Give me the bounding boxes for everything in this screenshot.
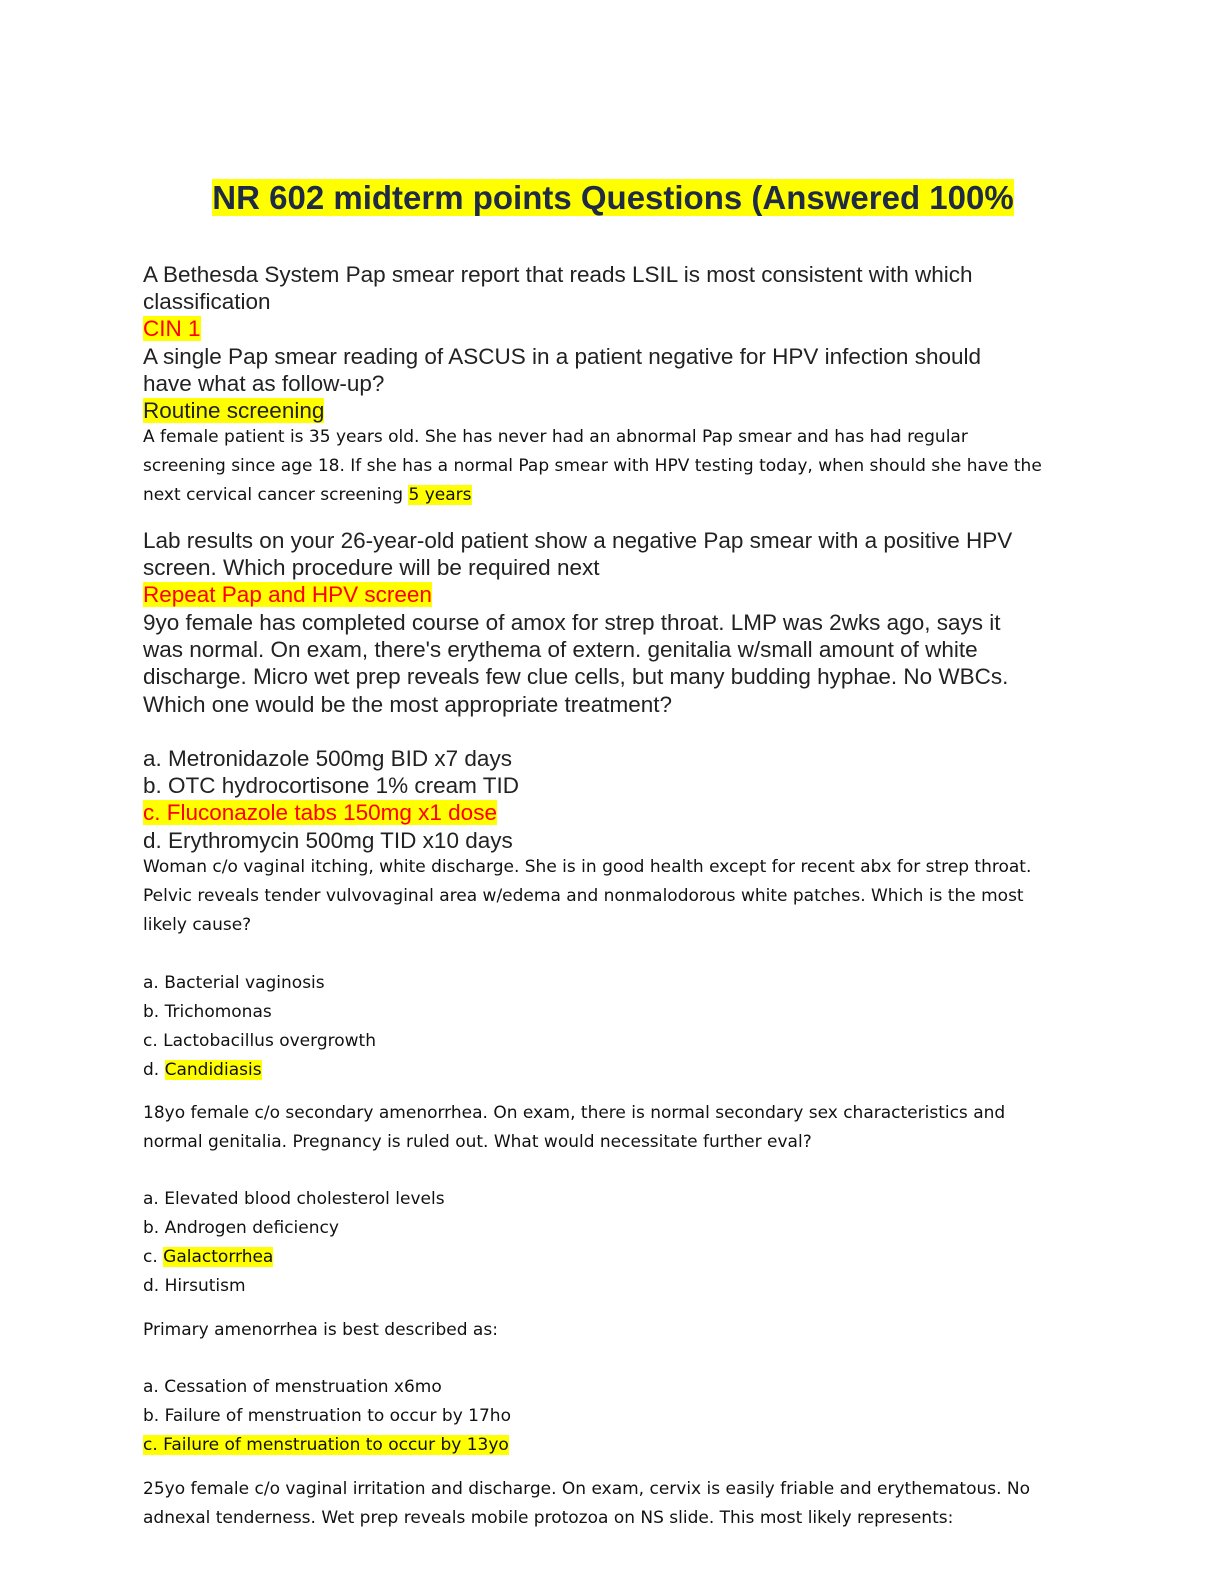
question-7-options bbox=[143, 1185, 1083, 1301]
question-3 bbox=[143, 423, 1083, 510]
answer-highlight: Routine screening bbox=[143, 398, 325, 424]
question-text-line: next cervical cancer screening bbox=[143, 485, 404, 505]
question-1 bbox=[143, 261, 1083, 343]
question-text-line: A female patient is 35 years old. She has never had an abnormal Pap smear and has had regular bbox=[143, 427, 968, 447]
question-text-line: likely cause? bbox=[143, 915, 252, 935]
question-text-line: discharge. Micro wet prep reveals few clue cells, but many budding hyphae. No WBCs. bbox=[143, 664, 1009, 690]
option-a: a. Metronidazole 500mg BID x7 days bbox=[143, 746, 512, 771]
answer-highlight: Galactorrhea bbox=[163, 1247, 274, 1267]
question-text-line: 9yo female has completed course of amox for strep throat. LMP was 2wks ago, says it bbox=[143, 610, 1001, 635]
question-text-line: 18yo female c/o secondary amenorrhea. On exam, there is normal secondary sex characteristics and bbox=[143, 1103, 1006, 1123]
answer-highlight: c. Fluconazole tabs 150mg x1 dose bbox=[143, 800, 497, 826]
document-title bbox=[143, 178, 1083, 218]
answer-highlight: 5 years bbox=[408, 485, 472, 505]
document-page bbox=[143, 0, 1083, 1584]
question-6 bbox=[143, 853, 1083, 940]
option-b: b. Trichomonas bbox=[143, 1002, 272, 1022]
question-text-line: screening since age 18. If she has a normal Pap smear with HPV testing today, when should she have the bbox=[143, 456, 1042, 476]
question-text-line: have what as follow-up? bbox=[143, 371, 385, 397]
question-8-options bbox=[143, 1373, 1083, 1460]
option-c: c. Lactobacillus overgrowth bbox=[143, 1031, 376, 1051]
option-d: d. Hirsutism bbox=[143, 1276, 246, 1296]
option-b: b. Androgen deficiency bbox=[143, 1218, 339, 1238]
question-5 bbox=[143, 609, 1083, 718]
question-8 bbox=[143, 1316, 1083, 1345]
option-b: b. OTC hydrocortisone 1% cream TID bbox=[143, 773, 519, 799]
question-5-options bbox=[143, 745, 1083, 854]
question-text-line: classification bbox=[143, 289, 271, 315]
question-text-line: Primary amenorrhea is best described as: bbox=[143, 1320, 498, 1340]
question-text-line: Woman c/o vaginal itching, white discharge. She is in good health except for recent abx for strep throat. bbox=[143, 857, 1032, 877]
question-text-line: was normal. On exam, there's erythema of extern. genitalia w/small amount of white bbox=[143, 637, 978, 663]
option-d-prefix: d. bbox=[143, 1060, 160, 1080]
question-text-line: Pelvic reveals tender vulvovaginal area w/edema and nonmalodorous white patches. Which is the most bbox=[143, 886, 1024, 906]
question-text-line: Lab results on your 26-year-old patient show a negative Pap smear with a positive HPV bbox=[143, 528, 1013, 553]
option-a: a. Elevated blood cholesterol levels bbox=[143, 1189, 445, 1209]
question-text-line: 25yo female c/o vaginal irritation and discharge. On exam, cervix is easily friable and erythematous. No bbox=[143, 1479, 1031, 1499]
option-b: b. Failure of menstruation to occur by 17ho bbox=[143, 1406, 511, 1426]
question-6-options bbox=[143, 969, 1083, 1085]
answer-highlight: Candidiasis bbox=[164, 1060, 262, 1080]
question-text-line: Which one would be the most appropriate treatment? bbox=[143, 691, 673, 717]
answer-highlight: CIN 1 bbox=[143, 316, 201, 342]
option-a: a. Cessation of menstruation x6mo bbox=[143, 1377, 442, 1397]
question-4 bbox=[143, 527, 1083, 609]
option-a: a. Bacterial vaginosis bbox=[143, 973, 325, 993]
question-7 bbox=[143, 1099, 1083, 1157]
question-2 bbox=[143, 343, 1083, 425]
question-text-line: A single Pap smear reading of ASCUS in a patient negative for HPV infection should bbox=[143, 344, 981, 369]
answer-highlight: c. Failure of menstruation to occur by 13yo bbox=[143, 1435, 509, 1455]
answer-highlight: Repeat Pap and HPV screen bbox=[143, 582, 432, 608]
title-text: NR 602 midterm points Questions (Answered 100% bbox=[212, 179, 1014, 216]
question-9 bbox=[143, 1475, 1083, 1533]
question-text-line: adnexal tenderness. Wet prep reveals mobile protozoa on NS slide. This most likely represents: bbox=[143, 1508, 954, 1528]
question-text-line: screen. Which procedure will be required next bbox=[143, 555, 600, 581]
option-c-prefix: c. bbox=[143, 1247, 158, 1267]
question-text-line: normal genitalia. Pregnancy is ruled out. What would necessitate further eval? bbox=[143, 1132, 812, 1152]
option-d: d. Erythromycin 500mg TID x10 days bbox=[143, 827, 513, 853]
question-text-line: A Bethesda System Pap smear report that reads LSIL is most consistent with which bbox=[143, 262, 973, 287]
